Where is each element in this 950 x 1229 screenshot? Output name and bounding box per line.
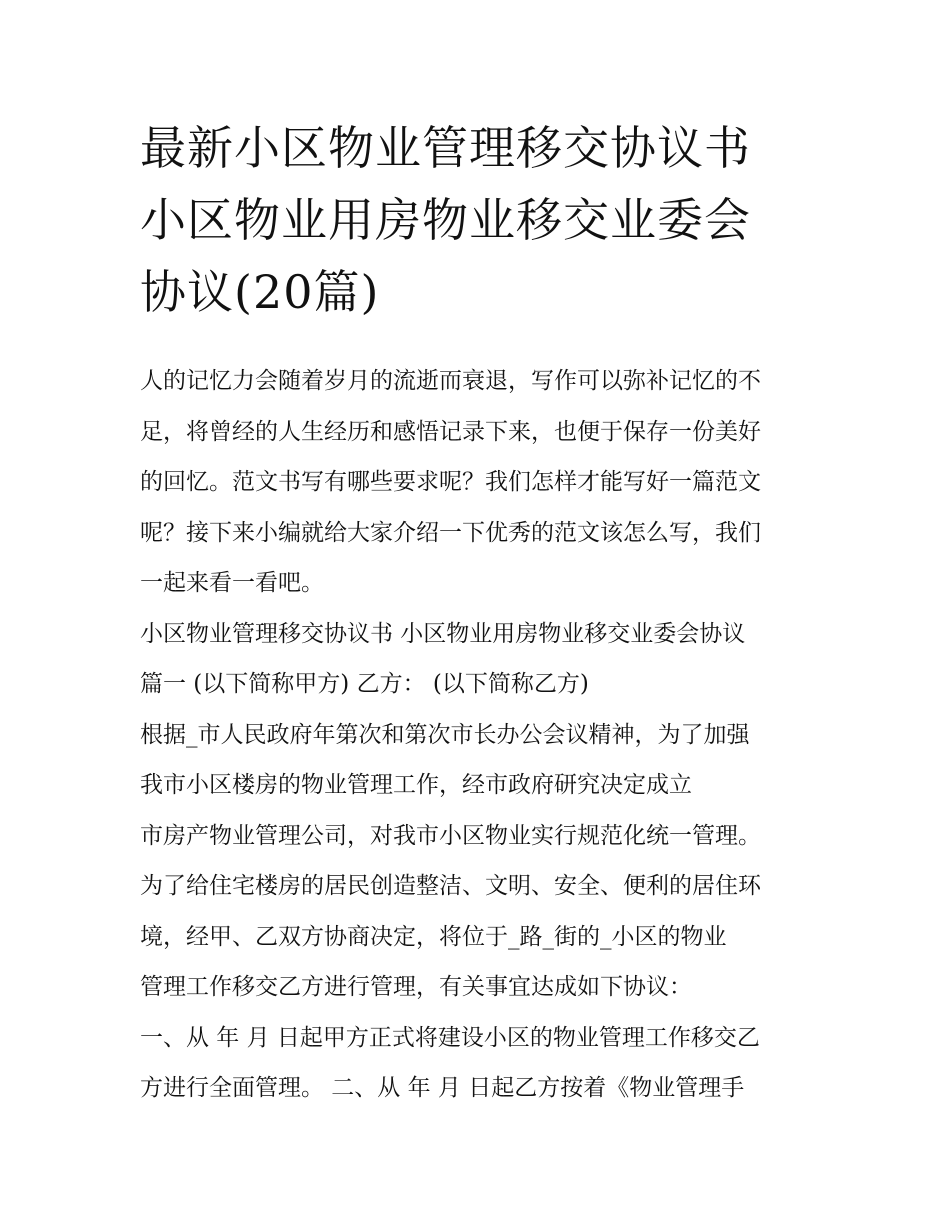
section-heading-line: 篇一 (以下简称甲方) 乙方： (以下简称乙方) bbox=[140, 671, 589, 697]
body-line: 一起来看一看吧。 bbox=[140, 570, 324, 596]
body-line: 一、从 年 月 日起甲方正式将建设小区的物业管理工作移交乙 bbox=[140, 1024, 760, 1051]
body-line: 呢？接下来小编就给大家介绍一下优秀的范文该怎么写，我们 bbox=[140, 519, 761, 546]
body-line: 人的记忆力会随着岁月的流逝而衰退，写作可以弥补记忆的不 bbox=[140, 368, 761, 394]
body-line: 境，经甲、乙双方协商决定，将位于_路_街的_小区的物业 bbox=[140, 923, 727, 950]
body-line: 为了给住宅楼房的居民创造整洁、文明、安全、便利的居住环 bbox=[140, 873, 761, 899]
section-heading-line: 小区物业管理移交协议书 小区物业用房物业移交业委会协议 bbox=[140, 620, 746, 647]
body-line: 我市小区楼房的物业管理工作，经市政府研究决定成立 bbox=[140, 772, 692, 798]
title-line: 小区物业用房物业移交业委会 bbox=[140, 193, 751, 247]
title-line: 协议(20篇) bbox=[140, 265, 380, 319]
document-title bbox=[140, 112, 820, 328]
body-line: 市房产物业管理公司，对我市小区物业实行规范化统一管理。 bbox=[140, 822, 761, 849]
body-line: 足，将曾经的人生经历和感悟记录下来，也便于保存一份美好 bbox=[140, 418, 761, 445]
body-line: 管理工作移交乙方进行管理，有关事宜达成如下协议： bbox=[140, 974, 692, 1000]
document-body bbox=[140, 356, 820, 1114]
body-line: 方进行全面管理。 二、从 年 月 日起乙方按着《物业管理手 bbox=[140, 1075, 745, 1101]
title-line: 最新小区物业管理移交协议书 bbox=[140, 121, 751, 175]
body-line: 的回忆。范文书写有哪些要求呢？我们怎样才能写好一篇范文 bbox=[140, 469, 761, 495]
body-line: 根据_市人民政府年第次和第次市长办公会议精神，为了加强 bbox=[140, 721, 750, 748]
